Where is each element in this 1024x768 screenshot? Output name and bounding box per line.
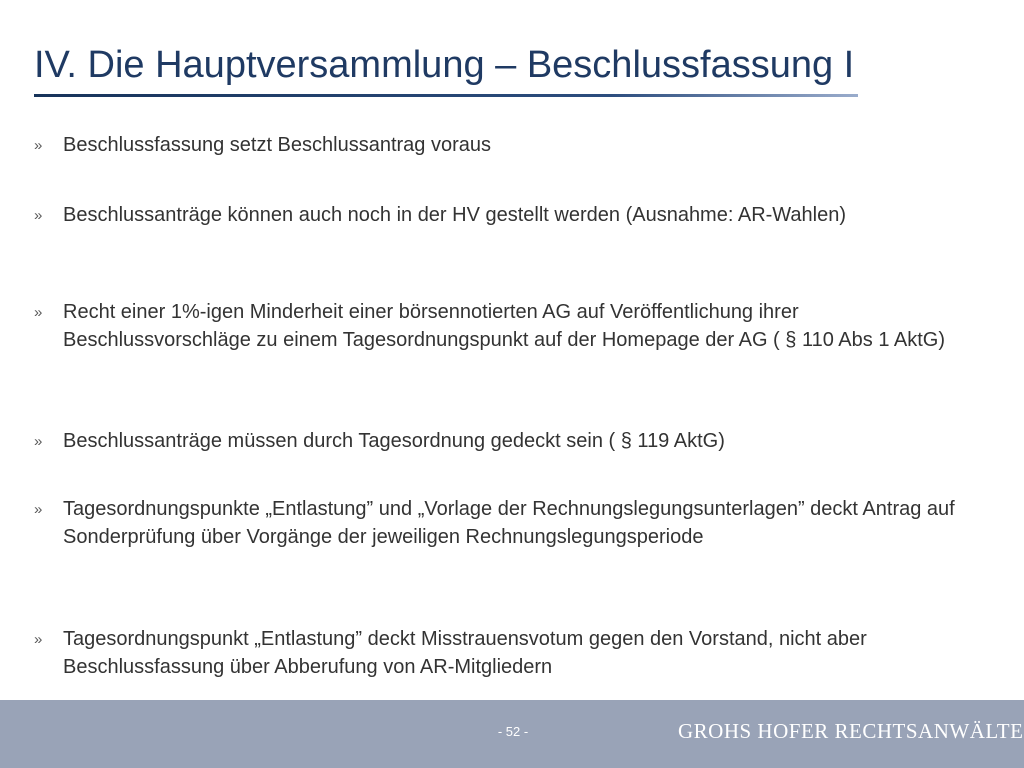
- bullet-text: Recht einer 1%-igen Minderheit einer börsennotierten AG auf Veröffentlichung ihrer Beschlussvorschläge zu einem Tagesordnungspunkt auf der Homepage der AG ( § 110 Abs 1 AktG): [63, 301, 946, 351]
- bullet-item: [34, 298, 964, 354]
- bullet-marker-icon: »: [34, 433, 43, 450]
- bullet-item: [34, 625, 964, 681]
- bullet-text: Beschlussfassung setzt Beschlussantrag voraus: [63, 134, 491, 156]
- bullet-marker-icon: »: [34, 304, 43, 321]
- title-underline: [34, 94, 858, 97]
- bullet-item: [34, 495, 964, 551]
- bullet-text: Tagesordnungspunkte „Entlastung” und „Vorlage der Rechnungslegungsunterlagen” deckt Antrag auf Sonderprüfung über Vorgänge der jeweiligen Rechnungslegungsperiode: [63, 498, 955, 548]
- bullet-marker-icon: »: [34, 501, 43, 518]
- bullet-marker-icon: »: [34, 631, 43, 648]
- bullet-text: Beschlussanträge können auch noch in der HV gestellt werden (Ausnahme: AR-Wahlen): [63, 204, 847, 226]
- bullet-item: [34, 201, 964, 229]
- bullet-marker-icon: »: [34, 207, 43, 224]
- bullet-item: [34, 427, 964, 455]
- slide-title: IV. Die Hauptversammlung – Beschlussfassung I: [34, 44, 855, 86]
- footer-bar: [0, 700, 1024, 768]
- bullet-item: [34, 131, 964, 159]
- page-number: - 52 -: [497, 724, 529, 739]
- bullet-text: Beschlussanträge müssen durch Tagesordnung gedeckt sein ( § 119 AktG): [63, 430, 725, 452]
- bullet-marker-icon: »: [34, 137, 43, 154]
- firm-logo: GROHS HOFER RECHTSANWÄLTE: [678, 719, 1024, 743]
- bullet-text: Tagesordnungspunkt „Entlastung” deckt Misstrauensvotum gegen den Vorstand, nicht aber Beschlussfassung über Abberufung von AR-Mitgliedern: [63, 628, 867, 678]
